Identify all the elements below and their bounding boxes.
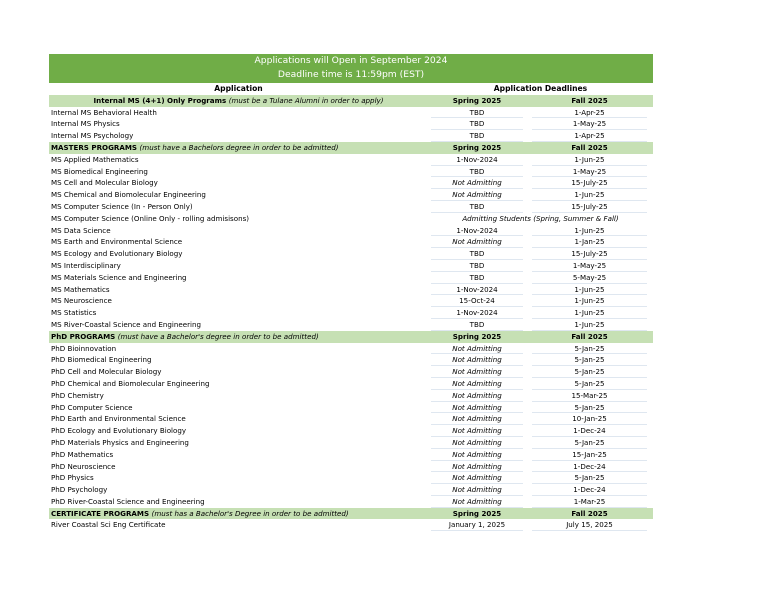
table-body [49, 95, 653, 531]
spring-deadline: Not Admitting [428, 461, 526, 473]
program-name: MS Interdisciplinary [51, 260, 121, 270]
program-name: PhD Neuroscience [51, 461, 116, 471]
fall-deadline: 15-July-25 [526, 177, 653, 189]
program-name: PhD Computer Science [51, 402, 133, 412]
section-fall-header: Fall 2025 [571, 142, 608, 152]
program-name: PhD Biomedical Engineering [51, 355, 152, 365]
program-name: MS Applied Mathematics [51, 154, 139, 164]
program-name: River Coastal Sci Eng Certificate [51, 520, 166, 530]
section-spring-header: Spring 2025 [452, 508, 502, 518]
program-name: MS Biomedical Engineering [51, 166, 148, 176]
spring-deadline: Not Admitting [428, 437, 526, 449]
section-spring-header: Spring 2025 [452, 142, 502, 152]
spring-deadline: Not Admitting [428, 189, 526, 201]
table-row [49, 118, 653, 130]
program-name: PhD River-Coastal Science and Engineering [51, 496, 205, 506]
spring-deadline: TBD [428, 319, 526, 331]
spring-deadline: 1-Nov-2024 [428, 307, 526, 319]
spring-deadline: TBD [428, 201, 526, 213]
table-row [49, 437, 653, 449]
fall-deadline: 1-May-25 [526, 260, 653, 272]
program-name: Internal MS Physics [51, 119, 120, 129]
spring-deadline: January 1, 2025 [428, 519, 526, 531]
table-row [49, 378, 653, 390]
fall-deadline: 1-May-25 [526, 118, 653, 130]
table-row [49, 107, 653, 119]
table-row [49, 236, 653, 248]
banner [49, 54, 653, 83]
program-name: MS Earth and Environmental Science [51, 237, 183, 247]
fall-deadline: 5-Jan-25 [526, 366, 653, 378]
program-name: MS Materials Science and Engineering [51, 272, 187, 282]
spring-deadline: TBD [428, 107, 526, 119]
table-row [49, 319, 653, 331]
program-name: PhD Bioinnovation [51, 343, 117, 353]
table-row [49, 284, 653, 296]
spring-deadline: 1-Nov-2024 [428, 154, 526, 166]
fall-deadline: 5-Jan-25 [526, 437, 653, 449]
banner-deadline-text: Deadline time is 11:59pm (EST) [277, 69, 425, 80]
program-name: PhD Chemistry [51, 390, 104, 400]
fall-deadline: 1-Apr-25 [526, 107, 653, 119]
fall-deadline: 5-Jan-25 [526, 354, 653, 366]
spring-deadline: TBD [428, 118, 526, 130]
spring-deadline: Not Admitting [428, 402, 526, 414]
table-row [49, 225, 653, 237]
program-name: MS Data Science [51, 225, 111, 235]
program-name: PhD Chemical and Biomolecular Engineering [51, 378, 210, 388]
fall-deadline: 1-Jun-25 [526, 295, 653, 307]
table-row [49, 343, 653, 355]
spring-deadline: Not Admitting [428, 236, 526, 248]
table-row [49, 307, 653, 319]
section-note: (must has a Bachelor's Degree in order to be admitted) [151, 508, 349, 518]
fall-deadline: 1-Apr-25 [526, 130, 653, 142]
program-name: Internal MS Psychology [51, 131, 134, 141]
program-name: MS River-Coastal Science and Engineering [51, 319, 201, 329]
fall-deadline: 1-Jun-25 [526, 284, 653, 296]
program-name: MS Ecology and Evolutionary Biology [51, 249, 183, 259]
fall-deadline: 15-July-25 [526, 248, 653, 260]
section-title [51, 331, 425, 343]
section-note: (must be a Tulane Alumni in order to apply) [228, 95, 384, 105]
spring-deadline: TBD [428, 260, 526, 272]
table-row [49, 496, 653, 508]
deadlines-header: Application Deadlines [493, 84, 588, 93]
program-name: PhD Physics [51, 473, 94, 483]
application-header: Application [214, 84, 263, 93]
spring-deadline: TBD [428, 166, 526, 178]
spring-deadline: Not Admitting [428, 413, 526, 425]
spring-deadline: Not Admitting [428, 177, 526, 189]
spring-deadline: Not Admitting [428, 354, 526, 366]
spring-deadline: Not Admitting [428, 366, 526, 378]
fall-deadline: 1-Jun-25 [526, 319, 653, 331]
table-row [49, 130, 653, 142]
fall-deadline: July 15, 2025 [526, 519, 653, 531]
program-name: PhD Mathematics [51, 449, 114, 459]
banner-open-text: Applications will Open in September 2024 [254, 55, 448, 66]
table-row [49, 154, 653, 166]
table-row [49, 472, 653, 484]
deadlines-sheet [49, 54, 653, 531]
program-name: PhD Earth and Environmental Science [51, 414, 186, 424]
table-row [49, 449, 653, 461]
spring-deadline: TBD [428, 272, 526, 284]
fall-deadline: 15-Jan-25 [526, 449, 653, 461]
section-header-row [49, 95, 653, 107]
fall-deadline: 10-Jan-25 [526, 413, 653, 425]
section-spring-header: Spring 2025 [452, 95, 502, 105]
fall-deadline: 15-Mar-25 [526, 390, 653, 402]
program-name: MS Mathematics [51, 284, 110, 294]
section-title [51, 142, 425, 154]
spring-deadline: Not Admitting [428, 496, 526, 508]
program-name: MS Cell and Molecular Biology [51, 178, 158, 188]
table-row [49, 272, 653, 284]
section-header-row [49, 508, 653, 520]
column-header-row [49, 83, 653, 95]
fall-deadline: 1-Jan-25 [526, 236, 653, 248]
fall-deadline: 5-Jan-25 [526, 343, 653, 355]
section-title [49, 95, 428, 107]
table-row [49, 484, 653, 496]
program-name: MS Computer Science (Online Only - rolling admisisons) [51, 213, 250, 223]
table-row [49, 177, 653, 189]
fall-deadline: 1-Jun-25 [526, 189, 653, 201]
admission-status-span: Admitting Students (Spring, Summer & Fall) [462, 213, 619, 223]
fall-deadline: 5-Jan-25 [526, 472, 653, 484]
section-fall-header: Fall 2025 [571, 508, 608, 518]
spring-deadline: Not Admitting [428, 449, 526, 461]
section-title-text: PhD PROGRAMS [51, 331, 116, 341]
program-name: PhD Materials Physics and Engineering [51, 437, 189, 447]
program-name: MS Statistics [51, 308, 97, 318]
spring-deadline: 1-Nov-2024 [428, 284, 526, 296]
spring-deadline: TBD [428, 130, 526, 142]
table-row [49, 248, 653, 260]
spring-deadline: 1-Nov-2024 [428, 225, 526, 237]
program-name: PhD Psychology [51, 485, 108, 495]
fall-deadline: 1-May-25 [526, 166, 653, 178]
fall-deadline: 1-Dec-24 [526, 484, 653, 496]
program-name: MS Chemical and Biomolecular Engineering [51, 190, 206, 200]
fall-deadline: 1-Mar-25 [526, 496, 653, 508]
program-name: Internal MS Behavioral Health [51, 107, 157, 117]
fall-deadline: 5-Jan-25 [526, 402, 653, 414]
section-note: (must have a Bachelors degree in order to be admitted) [139, 142, 339, 152]
spring-deadline: 15-Oct-24 [428, 295, 526, 307]
section-title [51, 508, 425, 520]
table-row [49, 390, 653, 402]
table-row [49, 295, 653, 307]
fall-deadline: 1-Jun-25 [526, 225, 653, 237]
spring-deadline: Not Admitting [428, 472, 526, 484]
spring-deadline: TBD [428, 248, 526, 260]
fall-deadline: 5-May-25 [526, 272, 653, 284]
table-row [49, 260, 653, 272]
fall-deadline: 1-Jun-25 [526, 307, 653, 319]
section-fall-header: Fall 2025 [571, 331, 608, 341]
table-row [49, 366, 653, 378]
program-name: PhD Cell and Molecular Biology [51, 367, 162, 377]
table-row [49, 189, 653, 201]
fall-deadline: 1-Dec-24 [526, 461, 653, 473]
section-header-row [49, 142, 653, 154]
spring-deadline: Not Admitting [428, 484, 526, 496]
section-note: (must have a Bachelor's degree in order to be admitted) [117, 331, 319, 341]
section-title-text: Internal MS (4+1) Only Programs [93, 95, 227, 105]
section-spring-header: Spring 2025 [452, 331, 502, 341]
program-name: MS Computer Science (In - Person Only) [51, 201, 193, 211]
spring-deadline: Not Admitting [428, 425, 526, 437]
fall-deadline: 1-Dec-24 [526, 425, 653, 437]
table-row [49, 402, 653, 414]
table-row [49, 213, 653, 225]
section-title-text: MASTERS PROGRAMS [51, 142, 138, 152]
section-fall-header: Fall 2025 [571, 95, 608, 105]
section-header-row [49, 331, 653, 343]
fall-deadline: 5-Jan-25 [526, 378, 653, 390]
section-title-text: CERTIFICATE PROGRAMS [51, 508, 150, 518]
table-row [49, 201, 653, 213]
spring-deadline: Not Admitting [428, 390, 526, 402]
table-row [49, 413, 653, 425]
table-row [49, 354, 653, 366]
fall-deadline: 15-July-25 [526, 201, 653, 213]
fall-deadline: 1-Jun-25 [526, 154, 653, 166]
spring-deadline: Not Admitting [428, 343, 526, 355]
table-row [49, 461, 653, 473]
table-row [49, 166, 653, 178]
spring-deadline: Not Admitting [428, 378, 526, 390]
program-name: MS Neuroscience [51, 296, 112, 306]
table-row [49, 425, 653, 437]
table-row [49, 519, 653, 531]
program-name: PhD Ecology and Evolutionary Biology [51, 426, 187, 436]
